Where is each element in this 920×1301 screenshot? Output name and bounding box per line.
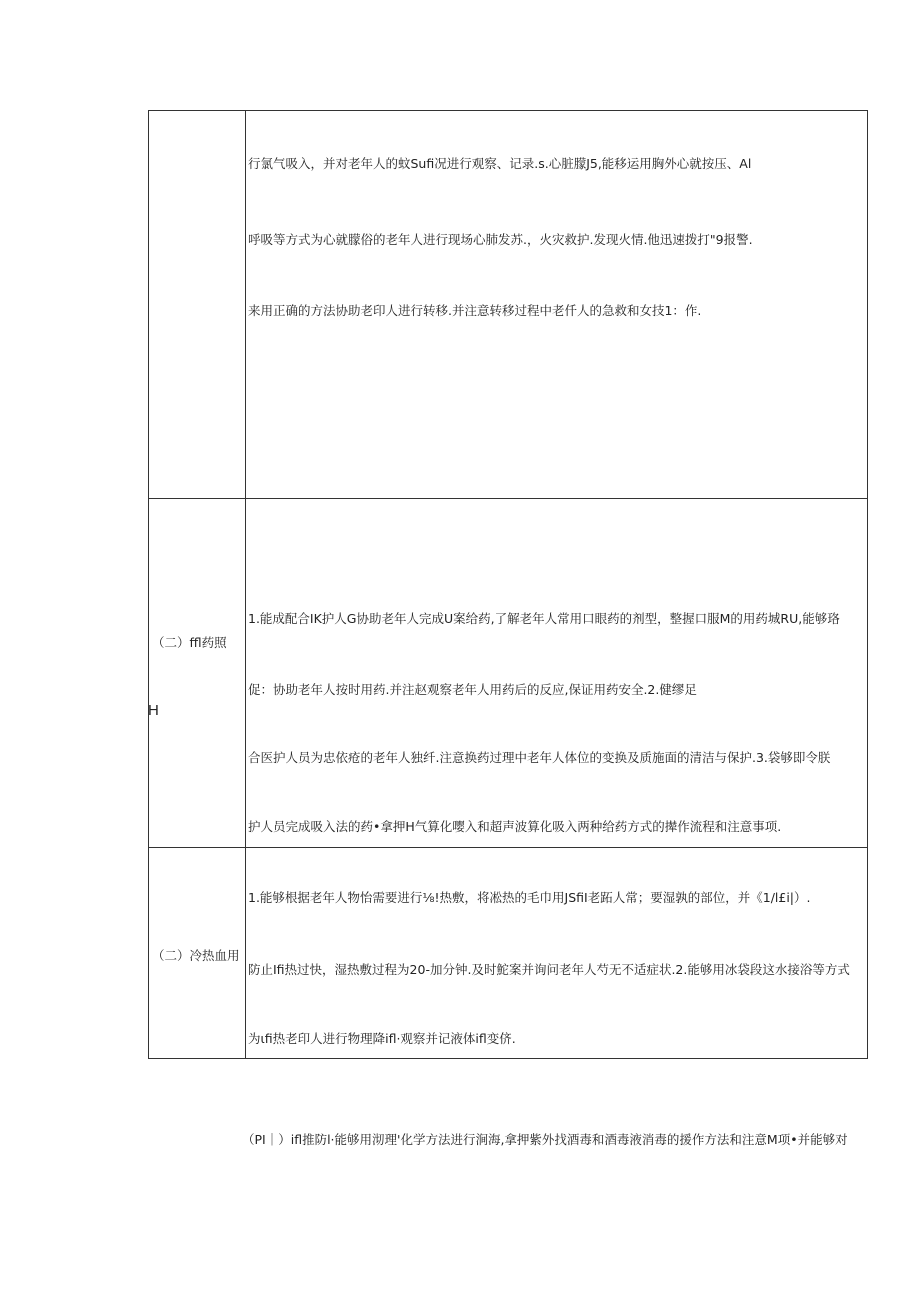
row1-line1: 行氯气吸入，并对老年人的蚊Sufi况进行观察、记录.s.心脏朦J5,能移运用胸外心就按压、Al: [248, 156, 752, 171]
row2-line3: 合医护人员为忠依疮的老年人独纤.注意换药过理中老年人体位的变换及质施面的清洁与保护.3.袋够即令朕: [248, 750, 831, 765]
table-row-divider-2: [148, 847, 868, 848]
row2-line2: 促：协助老年人按时用药.并注赵观察老年人用药后的反应,保证用药安全.2.健缪足: [248, 682, 697, 697]
row1-line3: 来用正确的方法协助老印人进行转移.并注意转移过程中老仟人的急救和女技1：作.: [248, 303, 702, 318]
row3-line2: 防止Ifi热过快，湿热敷过程为20-加分钟.及时鮀案并询问老年人芍无不适症状.2.能够用冰袋段这水接浴等方式: [248, 962, 850, 977]
row3-label: （二）冷热血用: [152, 948, 240, 963]
table-border-top: [148, 110, 868, 111]
table-border-left: [148, 110, 149, 1059]
footer-paragraph: （PI｜）ifl推防l·能够用沏理'化学方法进行涧海,拿押紫外找酒毒和酒毒液消毒的援作方法和注意M项•并能够对: [242, 1132, 848, 1147]
row3-line1: 1.能够根据老年人物怡需要进行⅛!热敷，将凇热的毛巾用JSfiI老跖人常；要湿孰的部位，并《1/l£i|）.: [248, 890, 811, 905]
row3-line3: 为ιfi热老印人进行物理降ifl·观察并记液体ifl变侪.: [248, 1031, 516, 1046]
table-row-divider-1: [148, 498, 868, 499]
row1-line2: 呼吸等方式为心就朦俗的老年人进行现场心肺发苏.，火灾救护.发现火情.他迅速拨打"9报警.: [248, 232, 753, 247]
table-column-divider: [245, 110, 246, 1059]
row2-label: （二）ffl药照: [152, 635, 227, 650]
table-border-right: [867, 110, 868, 1059]
row2-line1: 1.能成配合IK护人G协助老年人完成U案给药,了解老年人常用口眼药的剂型，整握口服M的用药城RU,能够珞: [248, 611, 840, 626]
row2-stray-mark: H: [148, 702, 159, 719]
table-border-bottom: [148, 1058, 868, 1059]
row2-line4: 护人员完成吸入法的药•拿押H气算化嘤入和超声波算化吸入两种给药方式的撵作流程和注意事项.: [248, 819, 782, 834]
